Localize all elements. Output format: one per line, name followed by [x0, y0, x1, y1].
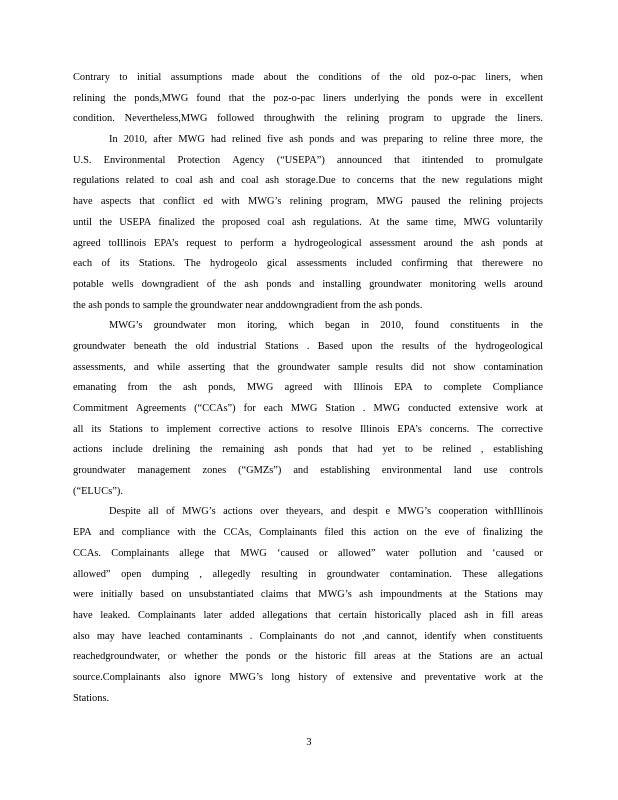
text-line: have aspects that conflict ed with MWG’s relining program, MWG paused the relining projects	[73, 196, 543, 208]
text-line: (“ELUCs”).	[73, 485, 123, 497]
text-line: condition. Nevertheless,MWG followed throughwith the relining program to upgrade the liners.	[73, 113, 543, 125]
text-line: actions include drelining the remaining ash ponds that had yet to be relined , establishing	[73, 444, 543, 456]
text-line: allowed” open dumping , allegedly resulting in groundwater contamination. These allegations	[73, 568, 543, 580]
page-number: 3	[306, 737, 312, 748]
text-line: emanating from the ash ponds, MWG agreed with Illinois EPA to complete Compliance	[73, 382, 543, 394]
text-line: U.S. Environmental Protection Agency (“USEPA”) announced that itintended to promulgate	[73, 154, 543, 166]
text-line: Commitment Agreements (“CCAs”) for each MWG Station . MWG conducted extensive work at	[73, 403, 543, 414]
text-line: Despite all of MWG’s actions over theyears, and despit e MWG’s cooperation withIllinois	[109, 506, 543, 518]
text-line: assessments, and while asserting that the groundwater sample results did not show contamination	[73, 361, 543, 373]
text-line: groundwater management zones (“GMZs”) and establishing environmental land use controls	[73, 465, 543, 477]
text-line: have leaked. Complainants later added allegations that certain historically placed ash in fill areas	[73, 609, 543, 621]
text-line: Stations.	[73, 692, 110, 704]
body-text	[73, 71, 543, 712]
text-line: regulations related to coal ash and coal ash storage.Due to concerns that the new regulations might	[73, 175, 543, 187]
text-line: until the USEPA finalized the proposed coal ash regulations. At the same time, MWG voluntarily	[73, 216, 543, 228]
text-line: source.Complainants also ignore MWG’s long history of extensive and preventative work at the	[73, 671, 543, 683]
text-line: groundwater beneath the old industrial Stations . Based upon the results of the hydrogeological	[73, 340, 543, 352]
text-line: In 2010, after MWG had relined five ash ponds and was preparing to reline three more, the	[109, 134, 543, 146]
text-line: reachedgroundwater, or whether the ponds or the historic fill areas at the Stations are an actual	[73, 651, 543, 663]
text-line: agreed toIllinois EPA’s request to perform a hydrogeological assessment around the ash ponds at	[73, 237, 543, 249]
text-line: each of its Stations. The hydrogeolo gical assessments included confirming that therewere no	[73, 258, 543, 270]
text-line: were initially based on unsubstantiated claims that MWG’s ash impoundments at the Stations may	[73, 589, 543, 601]
text-line: the ash ponds to sample the groundwater near anddowngradient from the ash ponds.	[73, 299, 423, 311]
text-line: also may have leached contaminants . Complainants do not ,and cannot, identify when constituents	[73, 630, 543, 642]
text-line: relining the ponds,MWG found that the poz-o-pac liners underlying the ponds were in excellent	[73, 92, 543, 104]
text-line: EPA and compliance with the CCAs, Complainants filed this action on the eve of finalizing the	[73, 527, 543, 539]
text-line: potable wells downgradient of the ash ponds and installing groundwater monitoring wells around	[73, 278, 543, 290]
text-line: CCAs. Complainants allege that MWG ‘caused or allowed” water pollution and ‘caused or	[73, 547, 543, 559]
text-line: all its Stations to implement corrective actions to resolve Illinois EPA’s concerns. The corrective	[73, 423, 543, 435]
text-line: MWG’s groundwater mon itoring, which began in 2010, found constituents in the	[109, 320, 543, 332]
text-line: Contrary to initial assumptions made about the conditions of the old poz-o-pac liners, when	[73, 72, 543, 83]
